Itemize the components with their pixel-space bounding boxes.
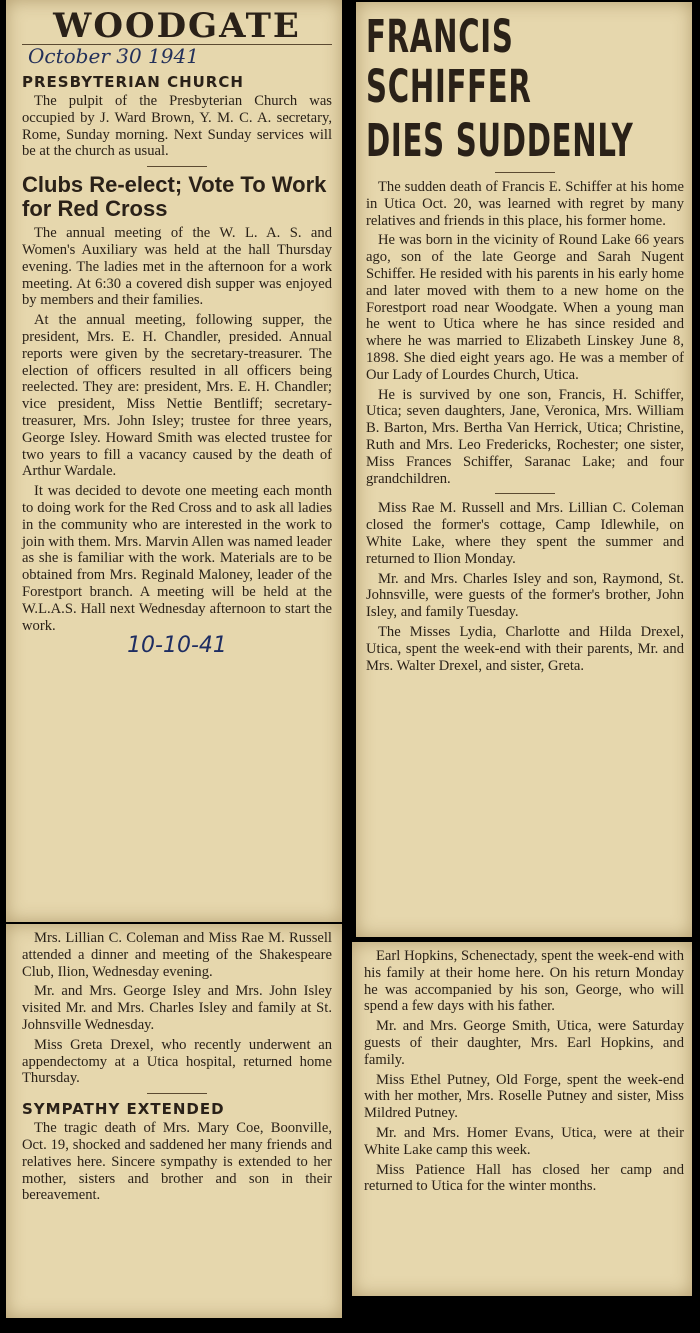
clubs-paragraph: At the annual meeting, following supper, the president, Mrs. E. H. Chandler, presided. Annual reports were given by the secretary-treasurer. The election of officers resulted in all officers being reelected. They are: president, Mrs. E. H. Chandler; vice president, Miss Nettie Bentliff; secretary-treasurer, Mrs. John Isley; trustee for three years, George Isley. Howard Smith was elected trustee for two years to fill a vacancy caused by the death of Arthur Wardale. — [22, 312, 332, 480]
obituary-paragraph: He is survived by one son, Francis, H. Schiffer, Utica; seven daughters, Jane, Veronica, Mrs. William B. Barton, Mrs. Bertha Van Herrick, Utica; Christine, Ruth and Mrs. Leo Fredericks, Rochester; one sister, Miss Frances Schiffer, Saranac Lake; and four grandchildren. — [366, 386, 684, 487]
divider — [495, 172, 555, 173]
woodgate-news-clipping — [6, 924, 342, 1318]
news-item: Miss Ethel Putney, Old Forge, spent the week-end with her mother, Mrs. Roselle Putney and sister, Miss Mildred Putney. — [364, 1071, 684, 1122]
news-item: Miss Patience Hall has closed her camp and returned to Utica for the winter months. — [364, 1161, 684, 1195]
obituary-paragraph: He was born in the vicinity of Round Lake 66 years ago, son of the late George and Sarah Nugent Schiffer. He resided with his parents in his early home and later moved with them to a new home on the Forestport road near Woodgate. When a young man he went to Utica where he has since resided and where he was married to Elizabeth Linskey June 8, 1898. She died eight years ago. He was a member of Our Lady of Lourdes Church, Utica. — [366, 232, 684, 383]
masthead: WOODGATE — [22, 8, 332, 45]
news-item: Mr. and Mrs. George Isley and Mrs. John Isley visited Mr. and Mrs. Charles Isley and family at St. Johnsville Wednesday. — [22, 983, 332, 1033]
news-item: Miss Greta Drexel, who recently underwent an appendectomy at a Utica hospital, returned home Thursday. — [22, 1036, 332, 1087]
obituary-paragraph: The sudden death of Francis E. Schiffer at his home in Utica Oct. 20, was learned with regret by many relatives and friends in this place, his former home. — [366, 179, 684, 229]
news-item: Mr. and Mrs. George Smith, Utica, were Saturday guests of their daughter, Mrs. Earl Hopkins, and family. — [364, 1018, 684, 1068]
presbyterian-paragraph: The pulpit of the Presbyterian Church was occupied by J. Ward Brown, Y. M. C. A. secretary, Rome, Sunday morning. Next Sunday services will be at the church as usual. — [22, 93, 332, 160]
divider — [147, 1093, 207, 1094]
news-item: Mr. and Mrs. Homer Evans, Utica, were at their White Lake camp this week. — [364, 1124, 684, 1158]
divider — [147, 166, 207, 167]
divider — [495, 493, 555, 494]
handwritten-date-2: 10-10-41 — [127, 633, 227, 659]
sympathy-heading: SYMPATHY EXTENDED — [22, 1100, 225, 1119]
clubs-paragraph: It was decided to devote one meeting each month to doing work for the Red Cross and to ask all ladies in the community who are interested in the work to join with them. Mrs. Marvin Allen was named leader as she is familiar with the work. Materials are to be obtained from Mrs. Reginald Maloney, leader of the Forestport branch. A meeting will be held at the W.L.A.S. Hall next Wednesday afternoon to start the work. — [22, 483, 332, 634]
personal-news-clipping — [352, 942, 692, 1296]
obituary-headline-line2: DIES SUDDENLY — [366, 114, 634, 167]
clubs-paragraph: The annual meeting of the W. L. A. S. and Women's Auxiliary was held at the hall Thursday evening. The ladies met in the afternoon for a work meeting. At 6:30 a covered dish supper was enjoyed by members and their families. — [22, 225, 332, 309]
news-item: Mrs. Lillian C. Coleman and Miss Rae M. Russell attended a dinner and meeting of the Shakespeare Club, Ilion, Wednesday evening. — [22, 930, 332, 980]
news-item: Miss Rae M. Russell and Mrs. Lillian C. Coleman closed the former's cottage, Camp Idlewhile, on White Lake, where they spent the summer and returned to Ilion Monday. — [366, 500, 684, 567]
obituary-headline-line1: FRANCIS SCHIFFER — [366, 10, 532, 113]
news-item: Mr. and Mrs. Charles Isley and son, Raymond, St. Johnsville, were guests of the former's brother, John Isley, and family Tuesday. — [366, 570, 684, 621]
handwritten-date: October 30 1941 — [28, 44, 199, 68]
obituary-clipping — [356, 2, 692, 937]
news-item: The Misses Lydia, Charlotte and Hilda Drexel, Utica, spent the week-end with their parents, Mr. and Mrs. Walter Drexel, and sister, Greta. — [366, 623, 684, 674]
presbyterian-heading: PRESBYTERIAN CHURCH — [22, 73, 244, 91]
sympathy-paragraph: The tragic death of Mrs. Mary Coe, Boonville, Oct. 19, shocked and saddened her many friends and relatives here. Sincere sympathy is extended to her mother, sisters and brother and son in their bereavement. — [22, 1120, 332, 1204]
news-item: Earl Hopkins, Schenectady, spent the week-end with his family at their home here. On his return Monday he was accompanied by his son, George, who will spend a few days with his father. — [364, 948, 684, 1015]
clubs-headline: Clubs Re-elect; Vote To Work for Red Cross — [22, 172, 327, 222]
woodgate-clipping — [6, 0, 342, 922]
